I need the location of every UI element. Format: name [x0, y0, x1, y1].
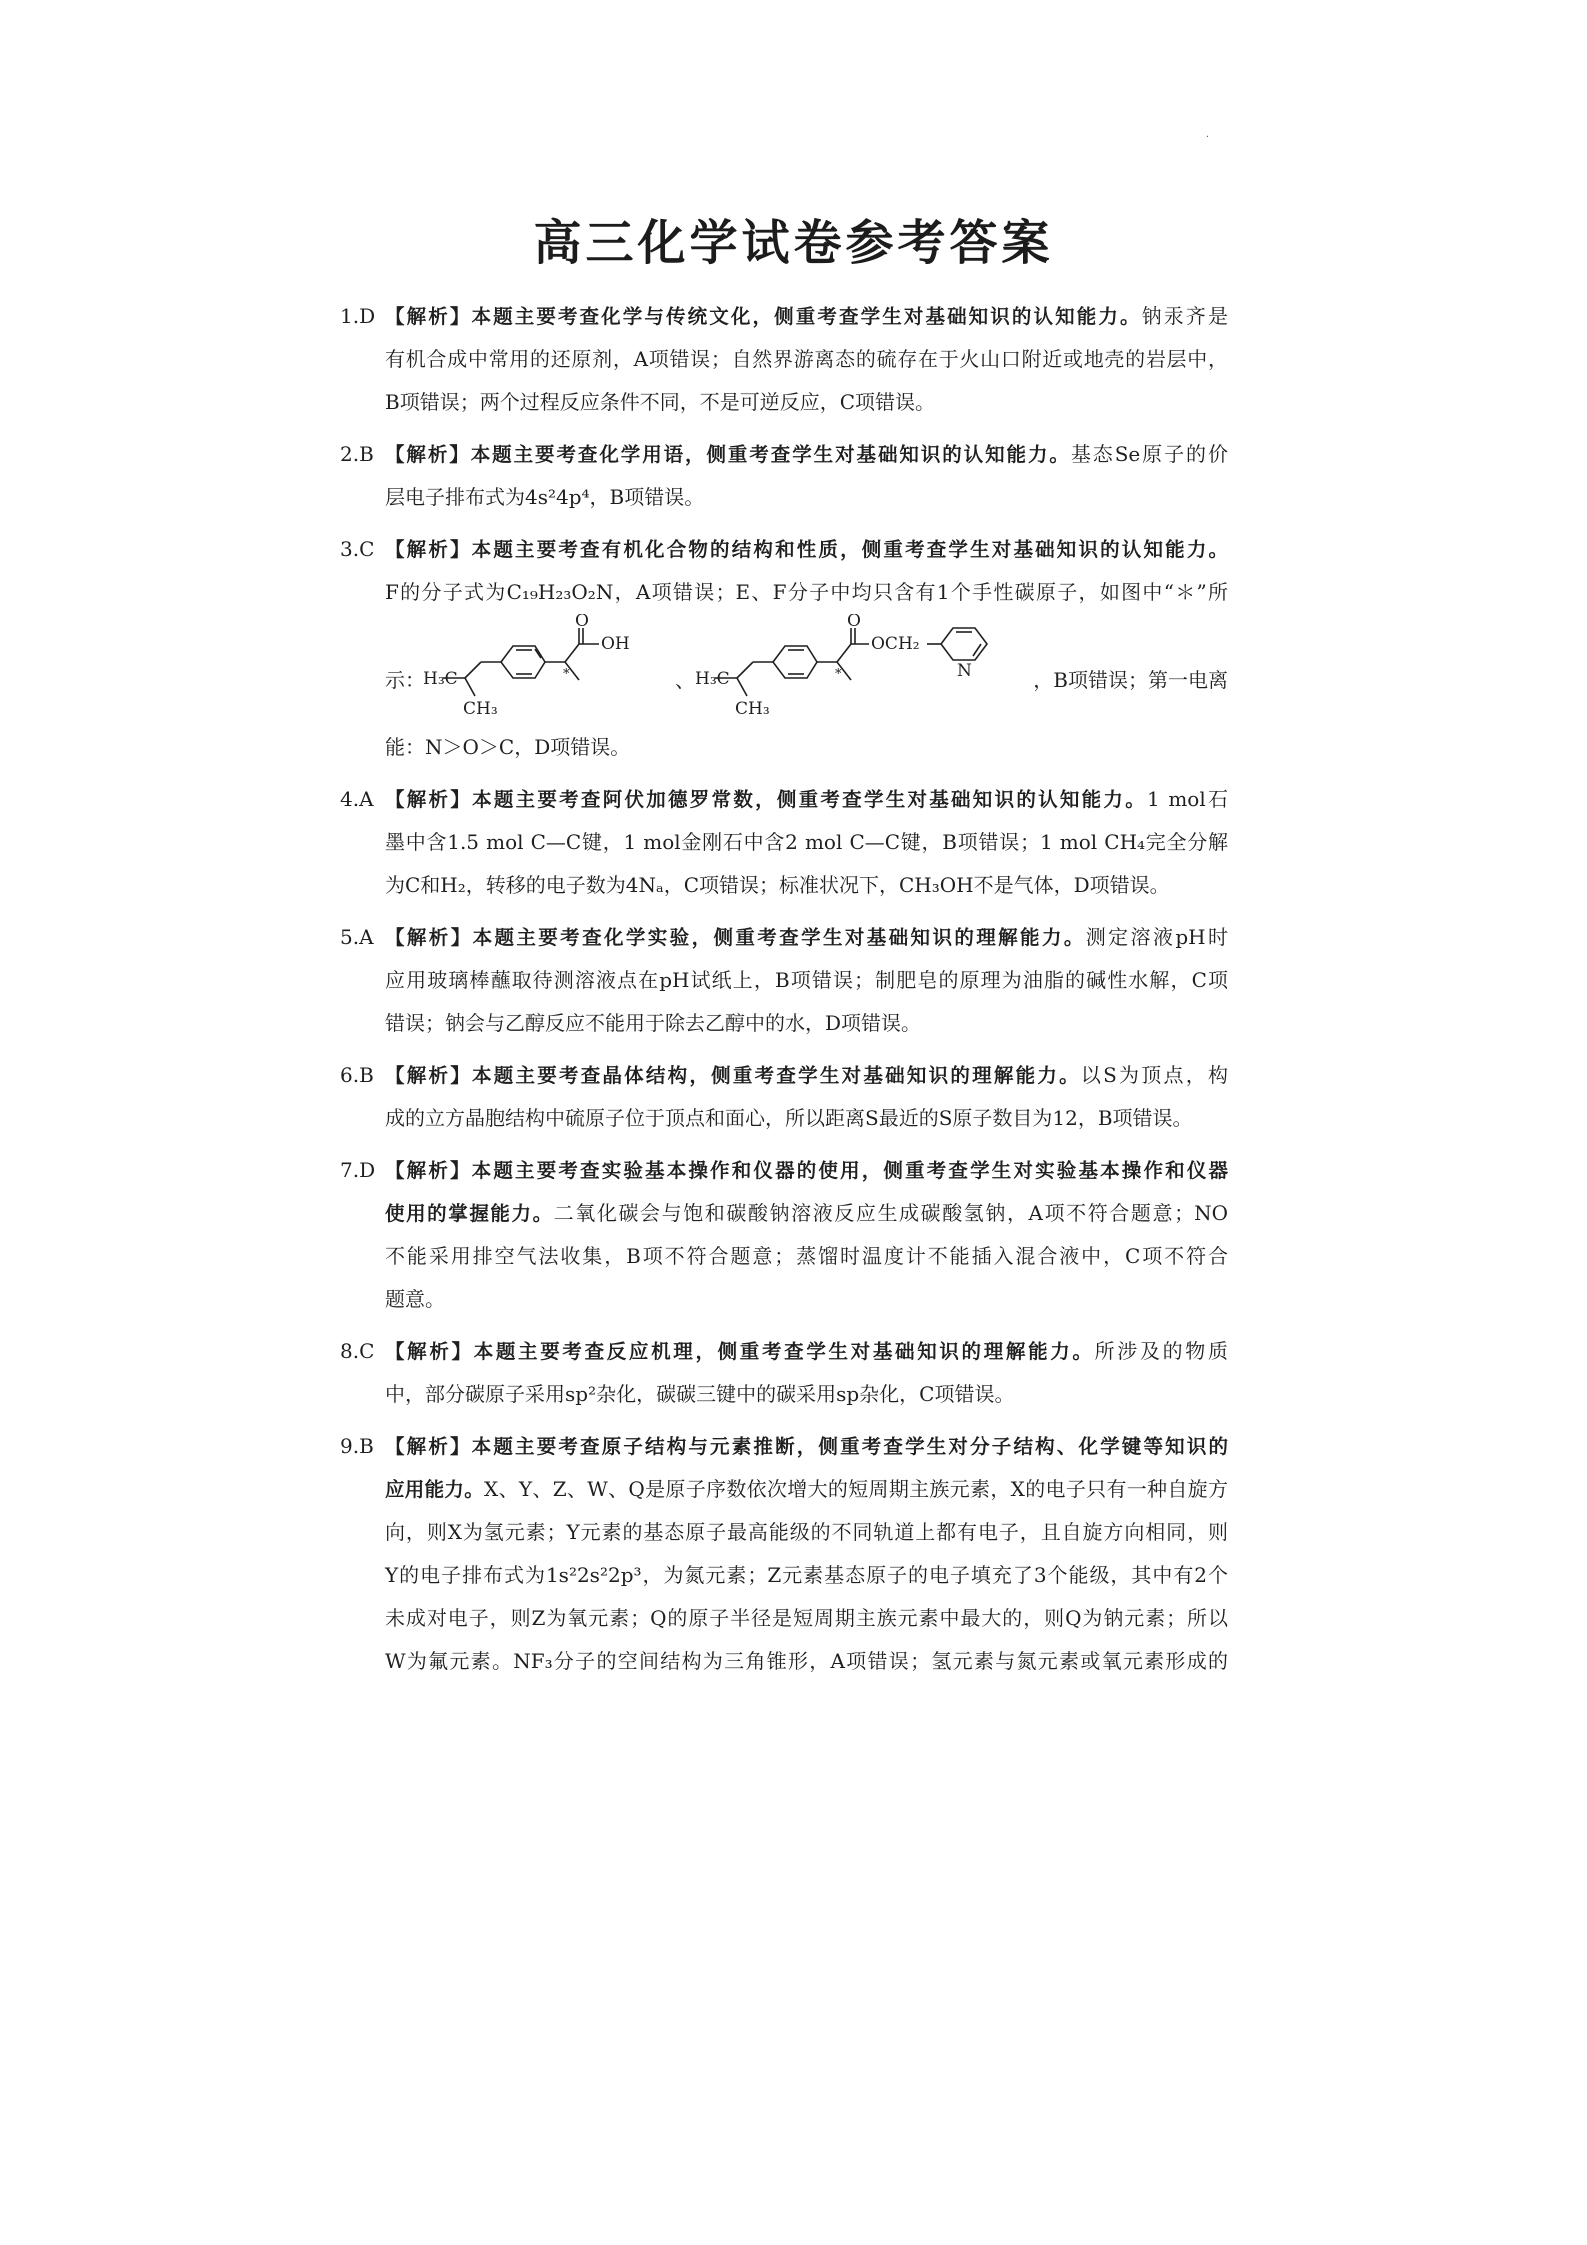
answer-line: 未成对电子，则Z为氧元素；Q的原子半径是短周期主族元素中最大的，则Q为钠元素；所以 [385, 1606, 1228, 1630]
och2-label: OCH₂ [871, 634, 920, 654]
answer-line: 【解析】本题主要考查晶体结构，侧重考查学生对基础知识的理解能力。以S为顶点，构 [385, 1063, 1228, 1087]
answer-9 [340, 1425, 1228, 1683]
answer-line: 【解析】本题主要考查原子结构与元素推断，侧重考查学生对分子结构、化学键等知识的 [385, 1435, 1228, 1458]
answer-2 [340, 433, 1228, 519]
answer-line: 有机合成中常用的还原剂，A项错误；自然界游离态的硫存在于火山口附近或地壳的岩层中， [385, 347, 1228, 371]
answer-line: 中，部分碳原子采用sp²杂化，碳碳三键中的碳采用sp杂化，C项错误。 [385, 1382, 1015, 1406]
answer-number: 8.C [340, 1339, 375, 1363]
structure-lead-text: 示： [385, 668, 425, 692]
chiral-star: * [563, 667, 570, 682]
answer-line: 使用的掌握能力。二氧化碳会与饱和碳酸钠溶液反应生成碳酸氢钠，A项不符合题意；NO [385, 1201, 1228, 1225]
answer-number: 4.A [340, 787, 374, 811]
ch3-label: CH₃ [735, 699, 770, 719]
answer-8 [340, 1330, 1228, 1416]
structure-separator: 、 [675, 668, 695, 692]
page-title: 高三化学试卷参考答案 [533, 215, 1054, 271]
stray-dot: · [1205, 132, 1209, 143]
answer-number: 5.A [340, 925, 374, 949]
answer-line: 能：N＞O＞C，D项错误。 [385, 735, 631, 759]
answer-list [340, 295, 1228, 1692]
structure-e [423, 614, 673, 726]
answer-line: 【解析】本题主要考查有机化合物的结构和性质，侧重考查学生对基础知识的认知能力。 [385, 538, 1228, 561]
h3c-label: H₃C [423, 669, 458, 689]
answer-number: 2.B [340, 442, 374, 466]
answer-line: 【解析】本题主要考查阿伏加德罗常数，侧重考查学生对基础知识的认知能力。1 mol石 [385, 787, 1228, 811]
answer-4 [340, 778, 1228, 907]
answer-5 [340, 916, 1228, 1045]
answer-number: 9.B [340, 1434, 374, 1458]
answer-number: 3.C [340, 537, 375, 561]
answer-3 [340, 528, 1228, 769]
h3c-label: H₃C [695, 669, 730, 689]
answer-line: 成的立方晶胞结构中硫原子位于顶点和面心，所以距离S最近的S原子数目为12，B项错误。 [385, 1106, 1193, 1130]
answer-line: 应用能力。X、Y、Z、W、Q是原子序数依次增大的短周期主族元素，X的电子只有一种自旋方 [385, 1477, 1228, 1501]
answer-line: 【解析】本题主要考查反应机理，侧重考查学生对基础知识的理解能力。所涉及的物质 [385, 1339, 1228, 1363]
structure-tail-text: ，B项错误；第一电离 [1033, 668, 1228, 692]
answer-line: 【解析】本题主要考查实验基本操作和仪器的使用，侧重考查学生对实验基本操作和仪器 [385, 1159, 1228, 1182]
answer-number: 7.D [340, 1158, 376, 1182]
answer-line: 不能采用排空气法收集，B项不符合题意；蒸馏时温度计不能插入混合液中，C项不符合 [385, 1244, 1228, 1268]
answer-line: 墨中含1.5 mol C—C键，1 mol金刚石中含2 mol C—C键，B项错误；1 mol CH₄完全分解 [385, 830, 1228, 854]
answer-line: 【解析】本题主要考查化学实验，侧重考查学生对基础知识的理解能力。测定溶液pH时 [385, 925, 1228, 949]
answer-line: 【解析】本题主要考查化学与传统文化，侧重考查学生对基础知识的认知能力。钠汞齐是 [385, 304, 1228, 328]
answer-line: 题意。 [385, 1287, 445, 1311]
answer-line: F的分子式为C₁₉H₂₃O₂N，A项错误；E、F分子中均只含有1个手性碳原子，如图中“＊”所 [385, 580, 1228, 604]
answer-line: 层电子排布式为4s²4p⁴，B项错误。 [385, 485, 705, 509]
ch3-label: CH₃ [463, 699, 498, 719]
answer-number: 6.B [340, 1063, 374, 1087]
answer-line: 为C和H₂，转移的电子数为4Nₐ，C项错误；标准状况下，CH₃OH不是气体，D项错误。 [385, 873, 1170, 897]
answer-7 [340, 1149, 1228, 1321]
answer-line: B项错误；两个过程反应条件不同，不是可逆反应，C项错误。 [385, 390, 935, 414]
structure-figure-row [385, 614, 1228, 726]
answer-line: 【解析】本题主要考查化学用语，侧重考查学生对基础知识的认知能力。基态Se原子的价 [385, 442, 1228, 466]
answer-line: 向，则X为氢元素；Y元素的基态原子最高能级的不同轨道上都有电子，且自旋方向相同，则 [385, 1520, 1228, 1544]
answer-6 [340, 1054, 1228, 1140]
answer-number: 1.D [340, 304, 376, 328]
answer-line: Y的电子排布式为1s²2s²2p³，为氮元素；Z元素基态原子的电子填充了3个能级，其中有2个 [385, 1563, 1228, 1587]
answer-1 [340, 295, 1228, 424]
answer-line: 错误；钠会与乙醇反应不能用于除去乙醇中的水，D项错误。 [385, 1011, 922, 1035]
oxygen-label: O [847, 614, 861, 631]
answer-line: 应用玻璃棒蘸取待测溶液点在pH试纸上，B项错误；制肥皂的原理为油脂的碱性水解，C项 [385, 968, 1228, 992]
oxygen-label: O [575, 614, 589, 631]
chiral-star: * [835, 667, 842, 682]
answer-line: W为氟元素。NF₃分子的空间结构为三角锥形，A项错误；氢元素与氮元素或氧元素形成的 [385, 1649, 1228, 1673]
structure-f [695, 614, 1035, 726]
oh-label: OH [601, 634, 630, 654]
nitrogen-label: N [957, 661, 972, 681]
